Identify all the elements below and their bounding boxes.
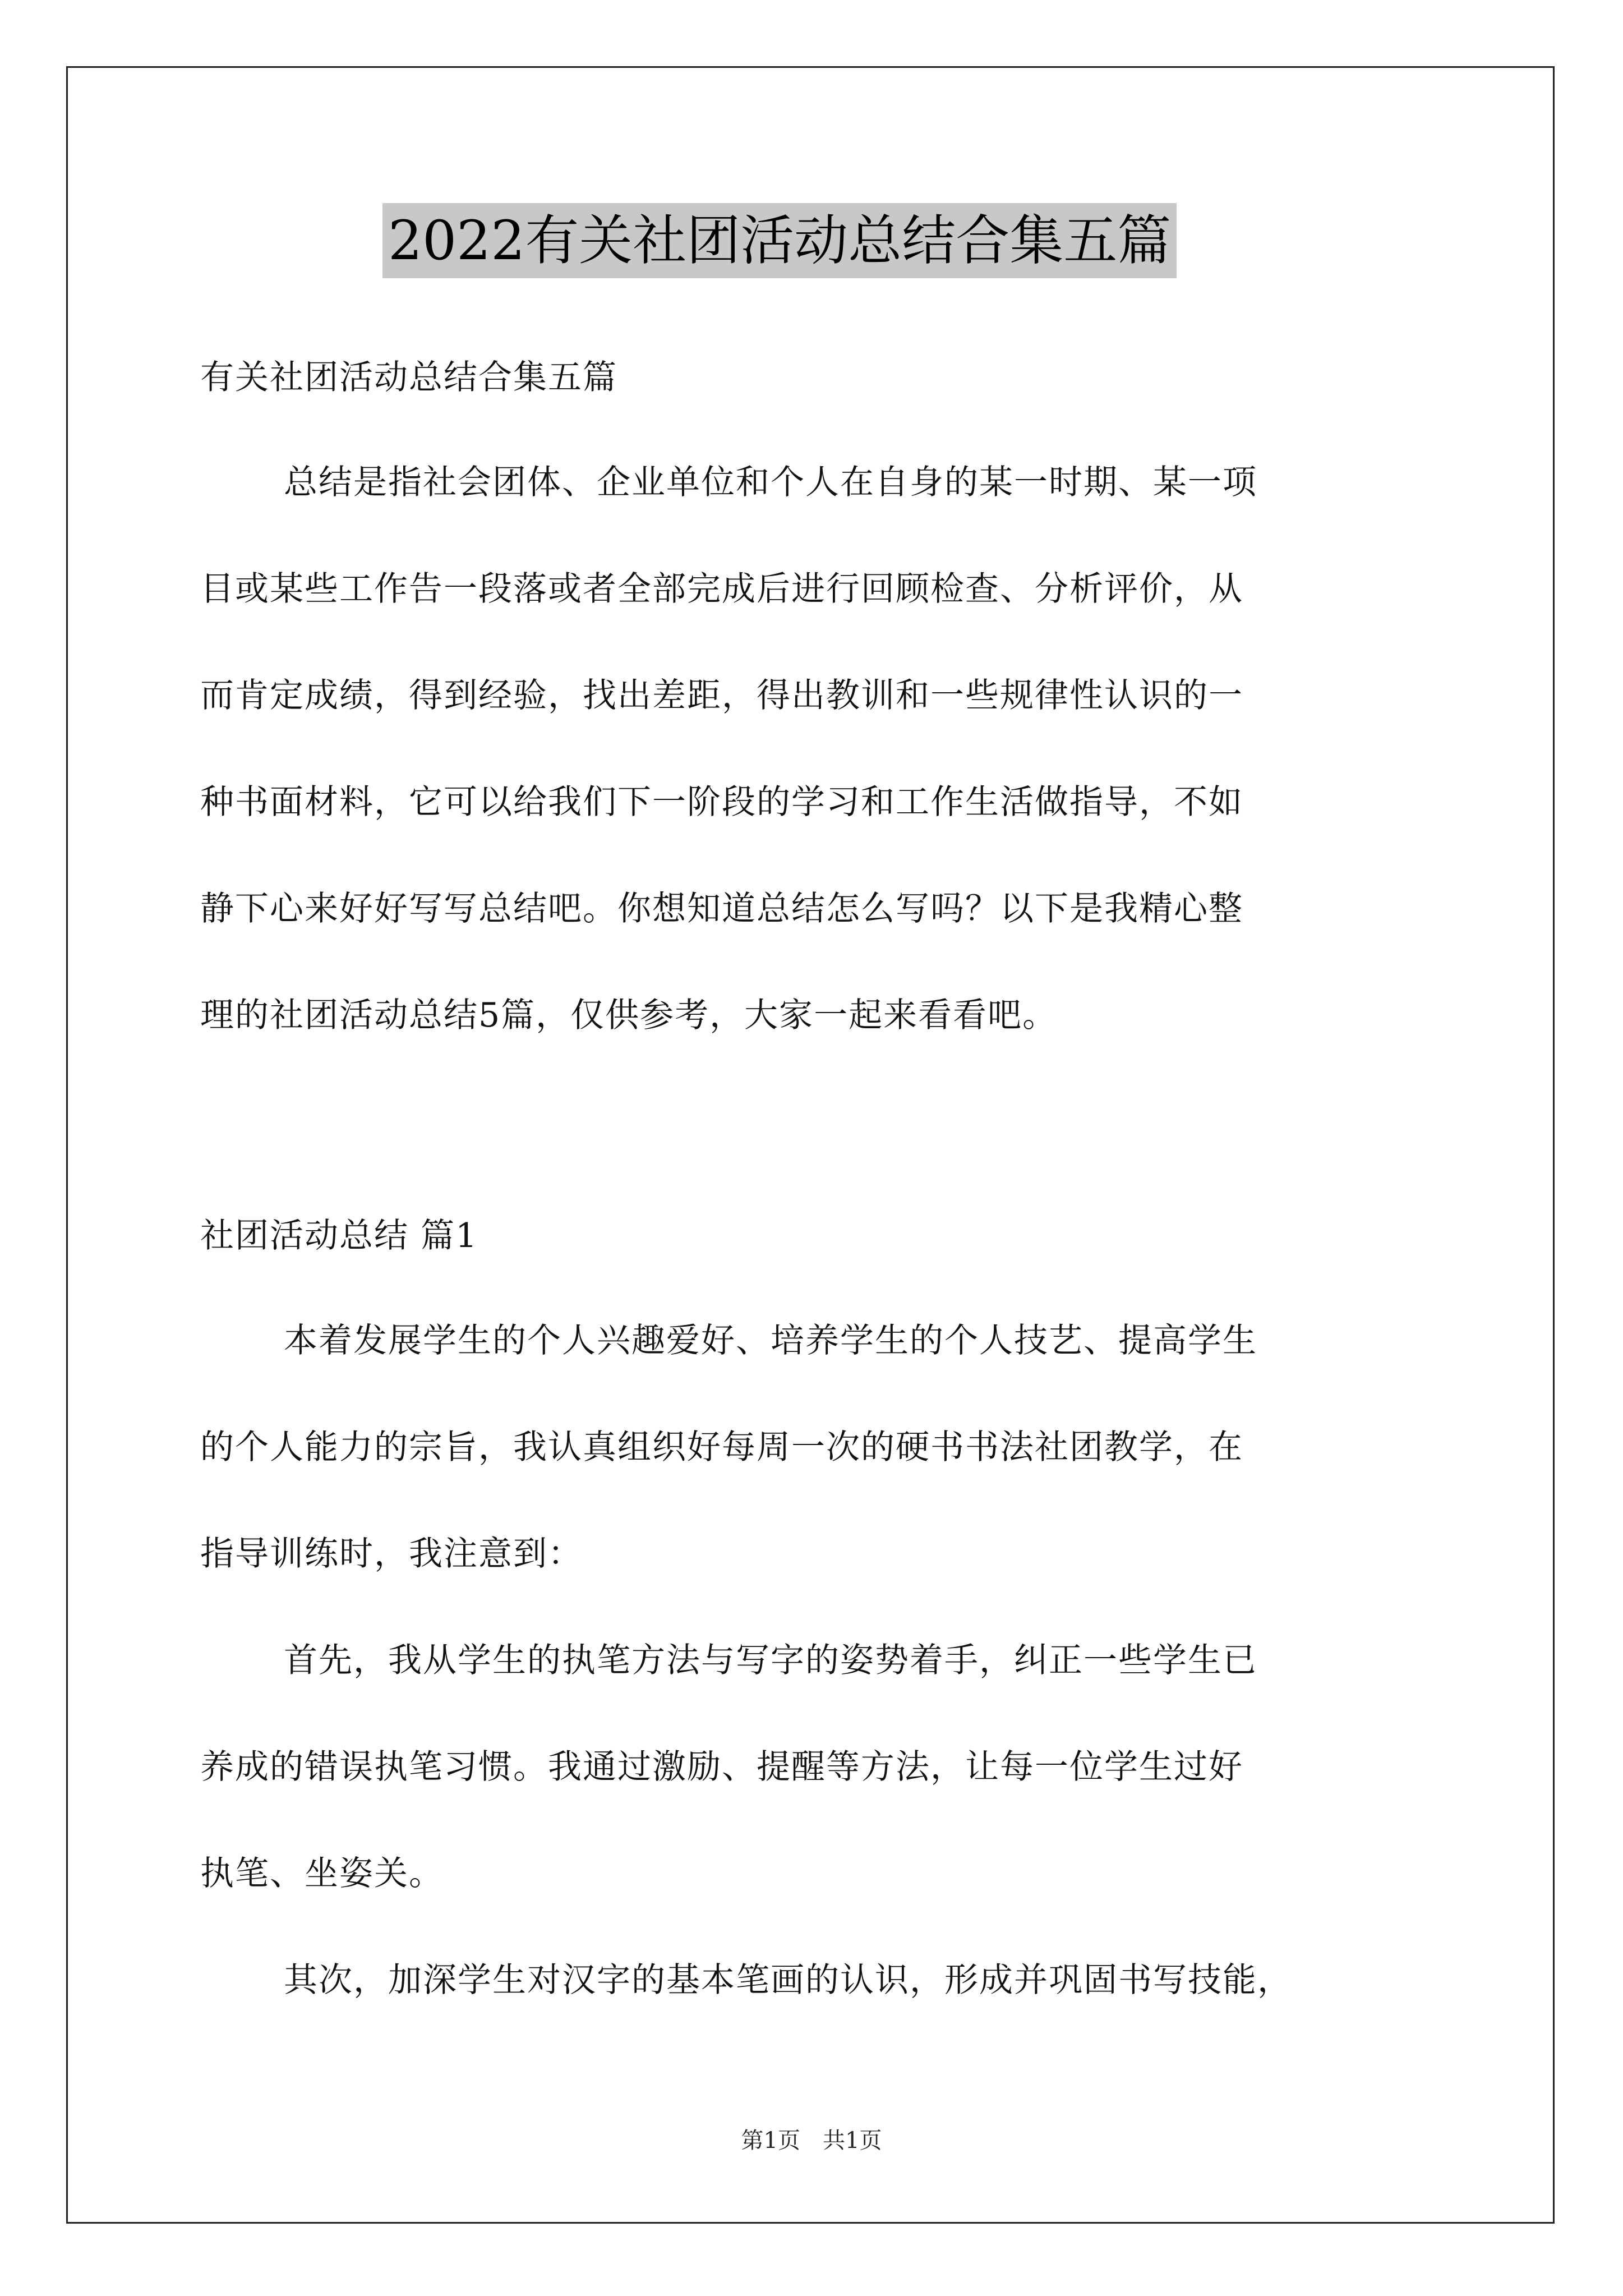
paragraph-line: 执笔、坐姿关。	[200, 1854, 444, 1893]
intro-line: 而肯定成绩，得到经验，找出差距，得出教训和一些规律性认识的一	[200, 676, 1243, 715]
document-subtitle: 有关社团活动总结合集五篇	[200, 358, 617, 397]
section-heading: 社团活动总结 篇1	[200, 1216, 478, 1255]
intro-line: 总结是指社会团体、企业单位和个人在自身的某一时期、某一项	[284, 463, 1257, 502]
document-title: 2022有关社团活动总结合集五篇	[382, 203, 1177, 278]
intro-line: 静下心来好好写写总结吧。你想知道总结怎么写吗？以下是我精心整	[200, 889, 1243, 928]
intro-line: 目或某些工作告一段落或者全部完成后进行回顾检查、分析评价，从	[200, 569, 1243, 609]
paragraph-line: 的个人能力的宗旨，我认真组织好每周一次的硬书书法社团教学，在	[200, 1428, 1243, 1467]
paragraph-line: 养成的错误执笔习惯。我通过激励、提醒等方法，让每一位学生过好	[200, 1747, 1243, 1787]
intro-line: 种书面材料，它可以给我们下一阶段的学习和工作生活做指导，不如	[200, 783, 1243, 822]
page-footer: 第1页 共1页	[741, 2128, 882, 2154]
paragraph-line: 本着发展学生的个人兴趣爱好、培养学生的个人技艺、提高学生	[284, 1321, 1257, 1360]
paragraph-line: 其次，加深学生对汉字的基本笔画的认识，形成并巩固书写技能，	[284, 1961, 1292, 2000]
paragraph-line: 首先，我从学生的执笔方法与写字的姿势着手，纠正一些学生已	[284, 1641, 1257, 1680]
intro-line: 理的社团活动总结5篇，仅供参考，大家一起来看看吧。	[200, 996, 1058, 1035]
paragraph-line: 指导训练时，我注意到：	[200, 1534, 583, 1573]
